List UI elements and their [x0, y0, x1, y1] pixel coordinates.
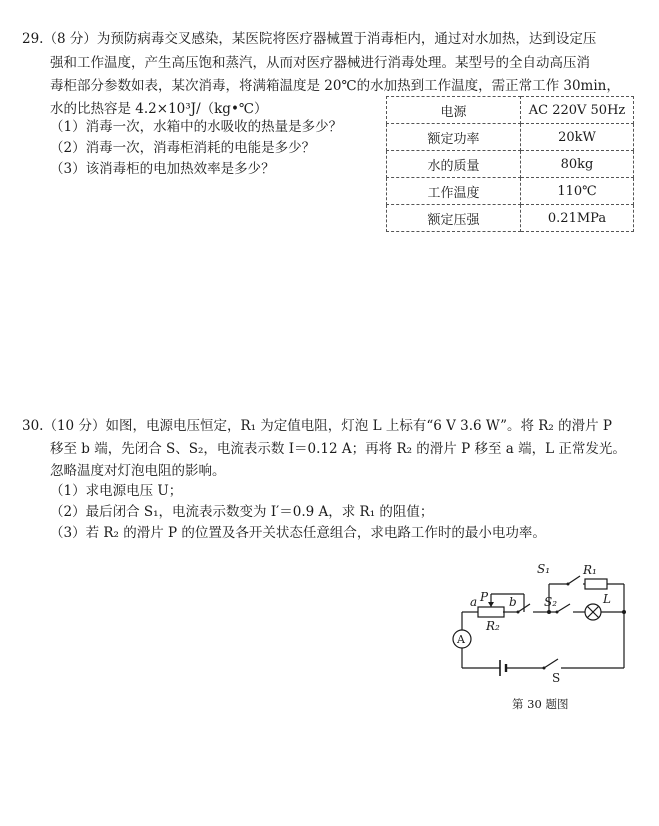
q29-line-1: 29.（8 分）为预防病毒交叉感染，某医院将医疗器械置于消毒柜内，通过对水加热，达到设定压	[22, 31, 597, 47]
table-row	[387, 151, 634, 178]
label-r1: R₁	[583, 563, 597, 577]
q29-line-2: 强和工作温度，产生高压饱和蒸汽，从而对医疗器械进行消毒处理。某型号的全自动高压消	[50, 55, 590, 71]
resistor-r1	[585, 579, 607, 589]
q29-line-4: 水的比热容是 4.2×10³J/（kg•℃）	[50, 101, 268, 117]
label-s2: S₂	[544, 595, 558, 609]
param-key: 水的质量	[387, 151, 521, 178]
label-p: P	[480, 590, 489, 604]
q30-subquestion-2: （2）最后闭合 S₁，电流表示数变为 I′＝0.9 A，求 R₁ 的阻值；	[50, 504, 434, 520]
param-value: 80kg	[521, 151, 634, 178]
param-key: 额定功率	[387, 124, 521, 151]
q29-subquestion-3: （3）该消毒柜的电加热效率是多少？	[50, 161, 275, 177]
label-s: S	[552, 671, 561, 685]
param-key: 电源	[387, 97, 521, 124]
label-s1: S₁	[537, 562, 551, 576]
param-value: 0.21MPa	[521, 205, 634, 232]
switch-s2-blade	[557, 604, 570, 612]
slider-p-arrow	[488, 602, 494, 607]
q30-subquestion-1: （1）求电源电压 U；	[50, 483, 183, 499]
q29-subquestion-1: （1）消毒一次，水箱中的水吸收的热量是多少？	[50, 119, 343, 135]
label-r2: R₂	[486, 619, 500, 633]
table-row	[387, 124, 634, 151]
q30-subquestion-3: （3）若 R₂ 的滑片 P 的位置及各开关状态任意组合，求电路工作时的最小电功率。	[50, 525, 546, 541]
q29-subquestion-2: （2）消毒一次，消毒柜消耗的电能是多少？	[50, 140, 316, 156]
label-b: b	[509, 595, 517, 609]
param-key: 工作温度	[387, 178, 521, 205]
q30-line-1: 30.（10 分）如图，电源电压恒定，R₁ 为定值电阻，灯泡 L 上标有“6 V 3.6 W”。将 R₂ 的滑片 P	[22, 418, 612, 434]
switch-s-blade	[544, 659, 558, 668]
rheostat-r2	[478, 607, 504, 617]
q30-line-2: 移至 b 端，先闭合 S、S₂，电流表示数 I＝0.12 A；再将 R₂ 的滑片 P 移至 a 端，L 正常发光。	[50, 441, 626, 457]
label-l: L	[603, 592, 611, 606]
q30-line-3: 忽略温度对灯泡电阻的影响。	[50, 463, 226, 479]
circuit-diagram	[440, 556, 640, 686]
q29-line-3: 毒柜部分参数如表，某次消毒，将满箱温度是 20℃的水加热到工作温度，需正常工作 30min，	[50, 78, 620, 94]
table-row	[387, 97, 634, 124]
figure-caption: 第 30 题图	[512, 697, 569, 711]
table-row	[387, 205, 634, 232]
junction-dot	[547, 610, 551, 614]
q29-parameter-table	[386, 96, 634, 232]
param-key: 额定压强	[387, 205, 521, 232]
switch-s1-blade	[568, 576, 580, 584]
label-ammeter: A	[457, 633, 465, 646]
label-a: a	[470, 595, 478, 609]
junction-dot	[622, 610, 626, 614]
param-value: 110℃	[521, 178, 634, 205]
param-value: AC 220V 50Hz	[521, 97, 634, 124]
table-row	[387, 178, 634, 205]
param-value: 20kW	[521, 124, 634, 151]
